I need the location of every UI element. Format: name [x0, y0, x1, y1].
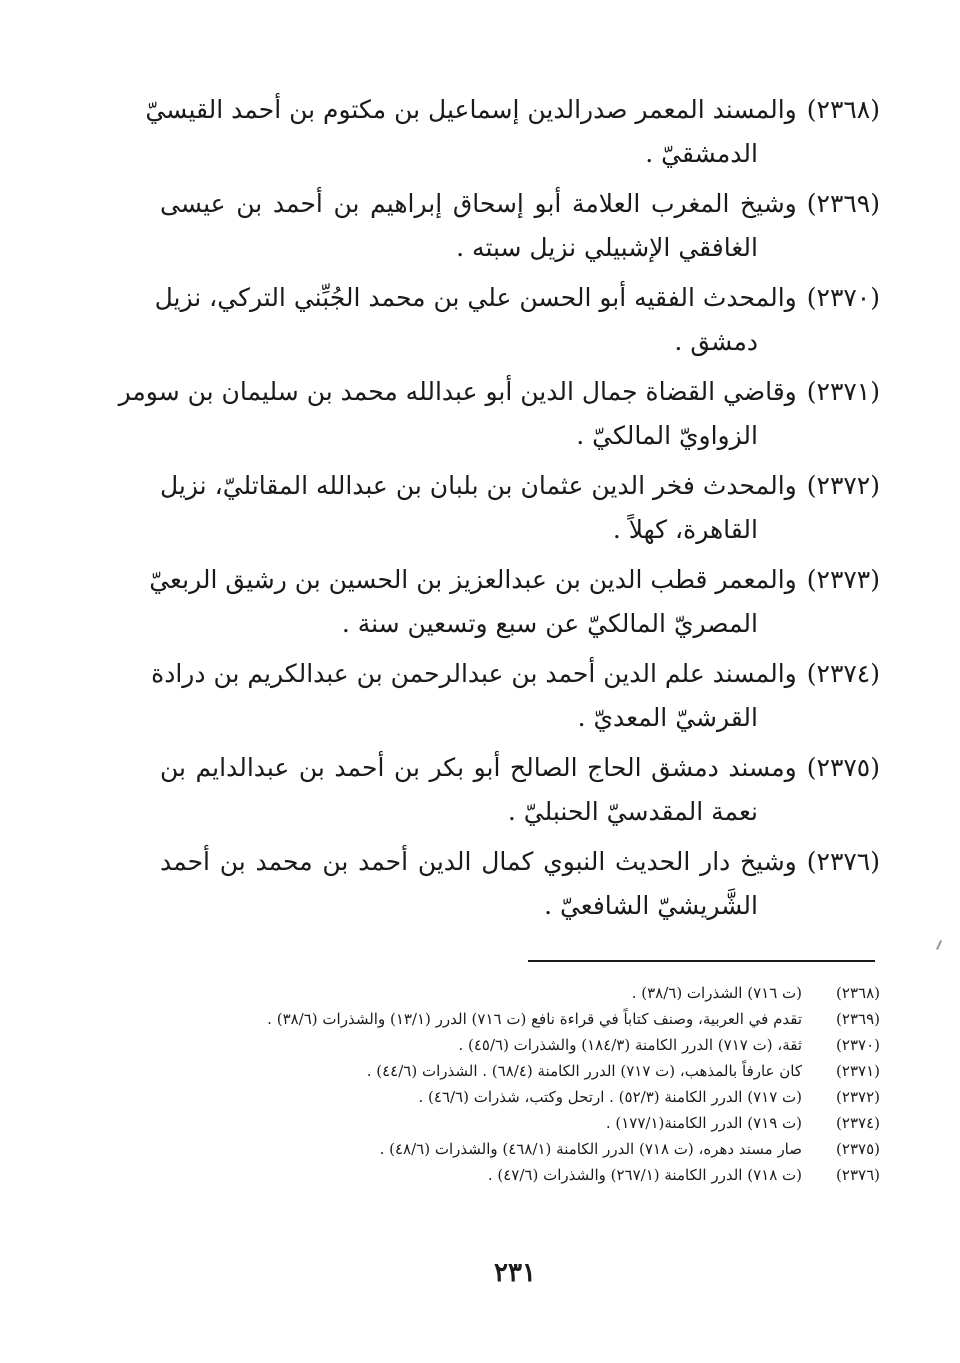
entry-number: (٢٣٧١) — [806, 377, 880, 406]
entry-first-line — [160, 464, 880, 508]
entry-text: ومسند دمشق الحاج الصالح أبو بكر بن أحمد بن عبدالدايم بن — [160, 753, 797, 782]
entry-text: والمحدث الفقيه أبو الحسن علي بن محمد الجُبِّني التركي، نزيل — [154, 283, 797, 312]
footnote — [160, 1162, 880, 1188]
footnote-number: (٢٣٧٦) — [836, 1166, 880, 1184]
entry-number: (٢٣٦٩) — [806, 189, 880, 218]
entry-text: وشيخ المغرب العلامة أبو إسحاق إبراهيم بن أحمد بن عيسى — [160, 189, 797, 218]
footnote — [160, 1006, 880, 1032]
entry-first-line — [149, 558, 880, 602]
main-text — [118, 88, 880, 934]
footnote-text: كان عارفاً بالمذهب، (ت ٧١٧) الدرر الكامنة (٦٨/٤) . الشذرات (٤٤/٦) . — [366, 1062, 802, 1080]
entry-first-line — [151, 652, 880, 696]
entry-continuation-line: الزواويّ المالكيّ . — [576, 421, 758, 450]
scan-speck — [936, 940, 942, 950]
entry-number: (٢٣٧٤) — [806, 659, 880, 688]
footnote-number: (٢٣٧٤) — [836, 1114, 880, 1132]
entry-first-line — [154, 276, 880, 320]
footnote — [160, 1032, 880, 1058]
entry-first-line — [118, 370, 880, 414]
entry-text: والمحدث فخر الدين عثمان بن بلبان بن عبدالله المقاتليّ، نزيل — [160, 471, 797, 500]
footnote-divider — [528, 960, 875, 962]
footnote-text: تقدم في العربية، وصنف كتاباً في قراءة نافع (ت ٧١٦) الدرر (١٣/١) والشذرات (٣٨/٦) . — [267, 1010, 802, 1028]
entry-2369 — [160, 182, 880, 270]
footnote — [160, 980, 880, 1006]
footnote-number: (٢٣٧٠) — [836, 1036, 880, 1054]
entry-number: (٢٣٧٥) — [806, 753, 880, 782]
entry-continuation-line: نعمة المقدسيّ الحنبليّ . — [507, 797, 758, 826]
footnote — [160, 1084, 880, 1110]
entry-2372 — [160, 464, 880, 552]
footnote — [160, 1058, 880, 1084]
entry-first-line — [160, 840, 880, 884]
entry-continuation-line: الشَّريشيّ الشافعيّ . — [544, 891, 758, 920]
entry-continuation-line: الغافقي الإشبيلي نزيل سبته . — [456, 233, 758, 262]
footnote-number: (٢٣٦٩) — [836, 1010, 880, 1028]
footnote-text: (ت ٧١٧) الدرر الكامنة (٥٢/٣) . ارتحل وكتب، شذرات (٤٦/٦) . — [418, 1088, 802, 1106]
entry-text: والمعمر قطب الدين بن عبدالعزيز بن الحسين بن رشيق الربعيّ — [149, 565, 797, 594]
entry-continuation-line: دمشق . — [674, 327, 758, 356]
entry-first-line — [145, 88, 880, 132]
entry-2376 — [160, 840, 880, 928]
entry-2371 — [118, 370, 880, 458]
footnote-text: صار مسند دهره، (ت ٧١٨) الدرر الكامنة (٤٦٨/١) والشذرات (٤٨/٦) . — [379, 1140, 802, 1158]
entry-text: وقاضي القضاة جمال الدين أبو عبدالله محمد بن سليمان بن سومر — [118, 377, 797, 406]
footnote-number: (٢٣٧٢) — [836, 1088, 880, 1106]
entry-text: والمسند المعمر صدرالدين إسماعيل بن مكتوم بن أحمد القيسيّ — [145, 95, 797, 124]
entry-number: (٢٣٧٣) — [806, 565, 880, 594]
footnote-text: ثقة، (ت ٧١٧) الدرر الكامنة (١٨٤/٣) والشذرات (٤٥/٦) . — [458, 1036, 802, 1054]
entry-first-line — [160, 182, 880, 226]
footnote-number: (٢٣٧١) — [836, 1062, 880, 1080]
footnote-text: (ت ٧١٦) الشذرات (٣٨/٦) . — [631, 984, 802, 1002]
entry-continuation-line: المصريّ المالكيّ عن سبع وتسعين سنة . — [341, 609, 758, 638]
footnote-text: (ت ٧١٩) الدرر الكامنة(١٧٧/١) . — [605, 1114, 802, 1132]
footnote — [160, 1136, 880, 1162]
entry-2368 — [145, 88, 880, 176]
entry-2373 — [149, 558, 880, 646]
entry-continuation-line: الدمشقيّ . — [645, 139, 758, 168]
entry-number: (٢٣٦٨) — [806, 95, 880, 124]
footnotes — [160, 980, 880, 1188]
entry-continuation-line: القاهرة، كهلاً . — [612, 515, 758, 544]
entry-2374 — [151, 652, 880, 740]
entry-first-line — [160, 746, 880, 790]
entry-text: والمسند علم الدين أحمد بن عبدالرحمن بن عبدالكريم بن درادة — [151, 659, 797, 688]
entry-number: (٢٣٧٠) — [806, 283, 880, 312]
entry-text: وشيخ دار الحديث النبوي كمال الدين أحمد بن محمد بن أحمد — [160, 847, 797, 876]
entry-2375 — [160, 746, 880, 834]
footnote — [160, 1110, 880, 1136]
footnote-number: (٢٣٧٥) — [836, 1140, 880, 1158]
entry-2370 — [154, 276, 880, 364]
footnote-number: (٢٣٦٨) — [836, 984, 880, 1002]
entry-number: (٢٣٧٢) — [806, 471, 880, 500]
page-number: ٢٣١ — [494, 1258, 536, 1288]
footnote-text: (ت ٧١٨) الدرر الكامنة (٢٦٧/١) والشذرات (٤٧/٦) . — [487, 1166, 802, 1184]
entry-continuation-line: القرشيّ المعديّ . — [577, 703, 758, 732]
entry-number: (٢٣٧٦) — [806, 847, 880, 876]
